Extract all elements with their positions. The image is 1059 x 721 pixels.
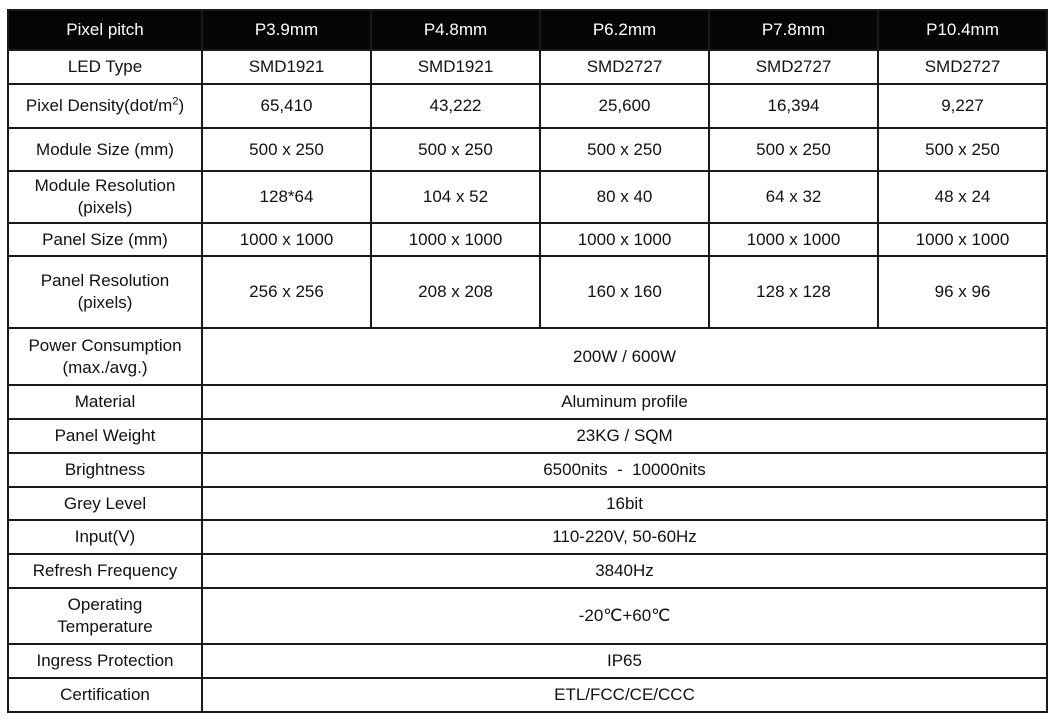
table-body	[8, 50, 1047, 712]
row-label: Grey Level	[8, 487, 202, 520]
cell-value-shared: 200W / 600W	[202, 328, 1047, 385]
header-col-p10-4: P10.4mm	[878, 10, 1047, 50]
cell-value-shared: IP65	[202, 644, 1047, 678]
cell-value: 16,394	[709, 84, 878, 128]
cell-value-shared: ETL/FCC/CE/CCC	[202, 678, 1047, 712]
table-row-ingress-protection	[8, 644, 1047, 678]
row-label: Panel Size (mm)	[8, 223, 202, 256]
table-row-panel-size	[8, 223, 1047, 256]
row-label-superscript: 2	[172, 95, 179, 108]
cell-value: 1000 x 1000	[202, 223, 371, 256]
cell-value: 128 x 128	[709, 256, 878, 328]
table-header	[8, 10, 1047, 50]
cell-value: 65,410	[202, 84, 371, 128]
cell-value: 160 x 160	[540, 256, 709, 328]
cell-value: 96 x 96	[878, 256, 1047, 328]
cell-value: 80 x 40	[540, 171, 709, 223]
row-label-line2: (pixels)	[77, 293, 133, 312]
row-label: Material	[8, 385, 202, 419]
cell-value: SMD2727	[878, 50, 1047, 84]
header-col-p7-8: P7.8mm	[709, 10, 878, 50]
row-label	[8, 84, 202, 128]
cell-value-shared: Aluminum profile	[202, 385, 1047, 419]
table-row-power-consumption	[8, 328, 1047, 385]
row-label: Certification	[8, 678, 202, 712]
table-row-refresh-frequency	[8, 554, 1047, 588]
row-label	[8, 171, 202, 223]
header-row	[8, 10, 1047, 50]
row-label-line2: Temperature	[57, 617, 153, 636]
cell-value: 500 x 250	[540, 128, 709, 171]
table-row-led-type	[8, 50, 1047, 84]
row-label: Brightness	[8, 453, 202, 487]
cell-value-shared: 110-220V, 50-60Hz	[202, 520, 1047, 554]
cell-value: SMD2727	[709, 50, 878, 84]
header-col-p4-8: P4.8mm	[371, 10, 540, 50]
cell-value: 43,222	[371, 84, 540, 128]
cell-value-shared: 6500nits - 10000nits	[202, 453, 1047, 487]
cell-value: 104 x 52	[371, 171, 540, 223]
cell-value-shared: 16bit	[202, 487, 1047, 520]
row-label-suffix: )	[178, 96, 185, 115]
cell-value: SMD1921	[371, 50, 540, 84]
cell-value: 1000 x 1000	[371, 223, 540, 256]
table-row-material	[8, 385, 1047, 419]
table-row-certification	[8, 678, 1047, 712]
table-row-grey-level	[8, 487, 1047, 520]
row-label: Input(V)	[8, 520, 202, 554]
table-row-panel-resolution	[8, 256, 1047, 328]
cell-value: 500 x 250	[371, 128, 540, 171]
header-col-p6-2: P6.2mm	[540, 10, 709, 50]
cell-value: 256 x 256	[202, 256, 371, 328]
row-label-line1: Panel Resolution	[40, 271, 170, 290]
cell-value: 9,227	[878, 84, 1047, 128]
row-label-line1: Power Consumption	[28, 335, 182, 355]
row-label-line2: (max./avg.)	[62, 357, 148, 377]
row-label: Ingress Protection	[8, 644, 202, 678]
table-row-operating-temperature	[8, 588, 1047, 644]
header-label-pixel-pitch: Pixel pitch	[8, 10, 202, 50]
row-label-line1: Operating	[67, 595, 143, 614]
cell-value: SMD2727	[540, 50, 709, 84]
header-col-p3-9: P3.9mm	[202, 10, 371, 50]
led-spec-table	[7, 9, 1048, 713]
cell-value: 1000 x 1000	[540, 223, 709, 256]
cell-value: 128*64	[202, 171, 371, 223]
cell-value: 25,600	[540, 84, 709, 128]
row-label: Panel Weight	[8, 419, 202, 453]
cell-value: 48 x 24	[878, 171, 1047, 223]
cell-value: 500 x 250	[878, 128, 1047, 171]
table-row-module-size	[8, 128, 1047, 171]
cell-value: 64 x 32	[709, 171, 878, 223]
row-label-line2: (pixels)	[77, 198, 133, 217]
row-label-line1: Module Resolution	[34, 176, 176, 195]
row-label: Refresh Frequency	[8, 554, 202, 588]
row-label: Module Size (mm)	[8, 128, 202, 171]
table-row-panel-weight	[8, 419, 1047, 453]
row-label: LED Type	[8, 50, 202, 84]
cell-value-shared: -20℃+60℃	[202, 588, 1047, 644]
cell-value: SMD1921	[202, 50, 371, 84]
table-row-input-voltage	[8, 520, 1047, 554]
cell-value-shared: 23KG / SQM	[202, 419, 1047, 453]
table-row-module-resolution	[8, 171, 1047, 223]
row-label	[8, 256, 202, 328]
row-label	[8, 588, 202, 644]
cell-value: 500 x 250	[202, 128, 371, 171]
table-row-brightness	[8, 453, 1047, 487]
cell-value: 208 x 208	[371, 256, 540, 328]
cell-value-shared: 3840Hz	[202, 554, 1047, 588]
table-row-pixel-density	[8, 84, 1047, 128]
cell-value: 1000 x 1000	[878, 223, 1047, 256]
cell-value: 1000 x 1000	[709, 223, 878, 256]
row-label-text: Pixel Density(dot/m	[25, 96, 173, 115]
row-label	[8, 328, 202, 385]
cell-value: 500 x 250	[709, 128, 878, 171]
